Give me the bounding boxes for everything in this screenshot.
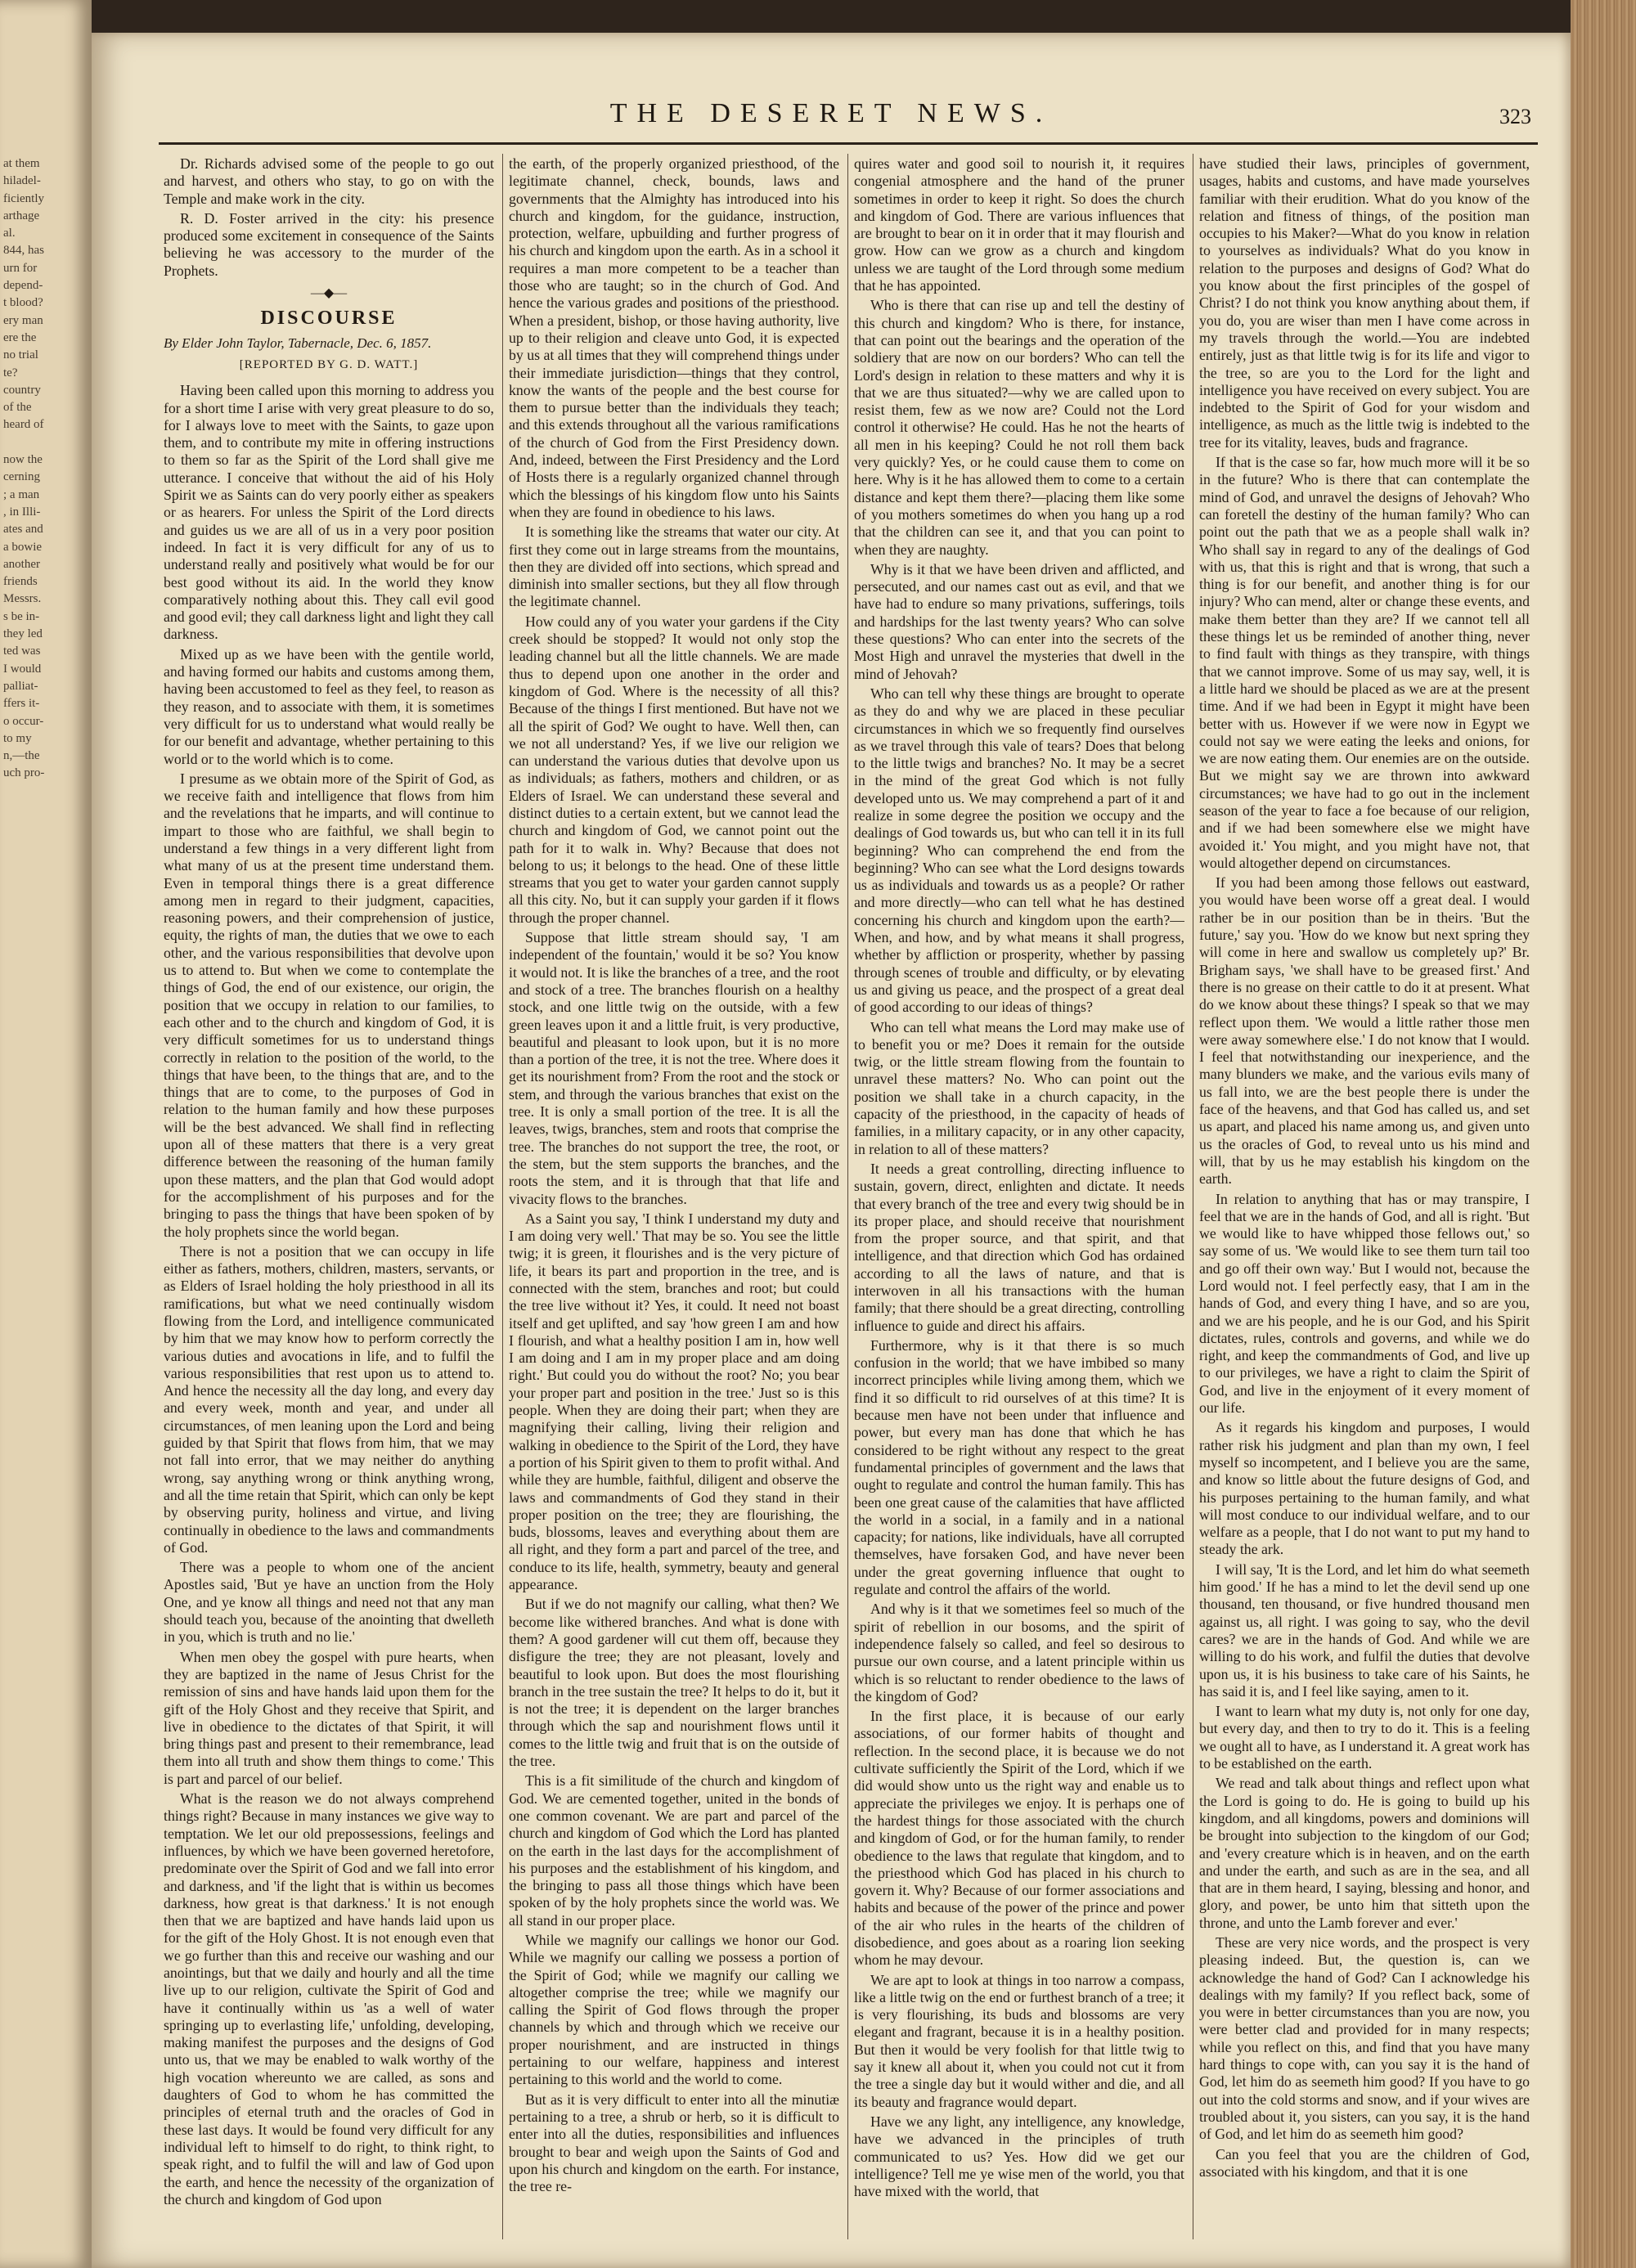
paragraph: Suppose that little stream should say, 'I am independent of the fountain,' would it be so? You know it would not. It is like the branches of a tree, and the root and stock of a tree. The branches flourish on a healthy stock, and one little twig on the outside, with a few green leaves upon it and a little fruit, is very productive, beautiful and pleasant to look upon, but it is no more than a portion of the tree, it is not the tree. Where does it get its nourishment from? From the root and the stock or stem, and through the various branches that exist on the tree. It is only a small portion of the tree. It is all the leaves, twigs, branches, stem and roots that comprise the tree. The branches do not support the tree, the root, or the stem, but the stem supports the branches, and the roots the stem, and it is through that that life and vivacity flows to the branches.: [509, 929, 839, 1207]
column-2: [509, 155, 839, 2249]
background-top: [92, 0, 1571, 33]
column-3: [854, 155, 1184, 2249]
paragraph: Who is there that can rise up and tell the destiny of this church and kingdom? Who is there, for instance, that can point out the bearings and the operation of the soldiery that are now on our borders? Who can tell the Lord's design in relation to these matters and why it is that we are thus situated?—why we are called upon to resist them, few as we now are? Could not the Lord control it otherwise? He could. Has he not the hearts of all men in his keeping? Could he not roll them back very quickly? Yes, or he could cause them to come on here. Why is it he has allowed them to come to a certain distance and kept them there?—placing them like some of you mothers sometimes do when you hang up a rod that the children can see it, and that you can point to when they are naughty.: [854, 297, 1184, 558]
paragraph: the earth, of the properly organized priesthood, of the legitimate channel, check, bounds, laws and governments that the Almighty has introduced into his church and kingdom, for the guidance, instruction, protection, welfare, upbuilding and further progress of his church and kingdom upon the earth. As in a school it requires a man more competent to be a teacher than those who are taught; so in the church of God. And hence the various grades and positions of the priesthood. When a president, bishop, or those having authority, live up to their religion and cleave unto God, it is expected by us at all times that they will comprehend things under their immediate jurisdiction—things that they control, know the wants of the people and the best course for them to pursue better than the individuals they teach; and this extends throughout all the various ramifications of the church of God from the First Presidency down. And, indeed, between the First Presidency and the Lord of Hosts there is a regularly organized channel through which the blessings of his kingdom flow unto his Saints when they are found in obedience to his laws.: [509, 155, 839, 520]
paragraph: have studied their laws, principles of government, usages, habits and customs, and have made yourselves familiar with their erudition. What do you know of the relation and fitness of things, of the position man occupies to his Maker?—What do you know in relation to yourselves as individuals? What do you know in relation to the purposes and designs of God? What do you know about the first principles of the gospel of Christ? I do not think you know anything about them, if you do, you are wiser than men I have come across in my travels through the world.—You are indebted entirely, just as that little twig is for its life and vigor to the tree, so are you to the Lord for the light and intelligence you have received on every subject. You are indebted to the Spirit of God for your wisdom and intelligence, as much as the little twig is indebted to the tree for its vitality, leaves, buds and fragrance.: [1199, 155, 1530, 451]
paragraph: If that is the case so far, how much more will it be so in the future? Who is there that can contemplate the mind of God, and unravel the designs of Jehovah? Who can foretell the destiny of the human family? Who can point out the path that we as a people shall walk in? Who shall say in regard to any of the dealings of God with us, that this is right and that is wrong, that such a thing is for our benefit, and another thing is for our injury? Who can mend, alter or change these events, and make them better than they are? If we cannot tell all these things let us be reminded of another thing, never to find fault with things as they transpire, with things that we cannot improve. Some of us may say, well, it is a little hard we should be placed as we are at the present time. And if we had been in Egypt it might have been better with us. However if we were now in Egypt we could not say we were eating the leeks and onions, for we are now eating them. Our enemies are on the outside. But we might say we are thrown into awkward circumstances; we have had to go out in the inclement season of the year to face a foe because of our religion, and if we had been somewhere else we might have avoided it.' You might, and you might have not, that would altogether depend on circumstances.: [1199, 454, 1530, 871]
paragraph: What is the reason we do not always comprehend things right? Because in many instances we give way to temptation. We let our old prepossessions, feelings and influences, by which we have been governed heretofore, predominate over the Spirit of God and we fall into error and darkness, and 'if the light that is within us becomes darkness, how great is that darkness.' It is not enough then that we are baptized and have hands laid upon us for the gift of the Holy Ghost. It is not enough even that we go further than this and receive our washing and our anointings, but that we daily and hourly and all the time live up to our religion, cultivate the Spirit of God and have it continually within us 'as a well of water springing up to everlasting life,' unfolding, developing, making manifest the purposes and the designs of God unto us, that we may be enabled to walk worthy of the high vocation whereunto we are called, as sons and daughters of God to whom he has committed the principles of eternal truth and the oracles of God in these last days. It would be found very difficult for any individual left to himself to do right, to think right, to speak right, and to fulfil the will and law of God upon the earth, and hence the necessity of the organization of the church and kingdom of God upon: [164, 1790, 494, 2207]
paragraph: While we magnify our callings we honor our God. While we magnify our calling we possess a portion of the Spirit of God; while we magnify our calling we altogether comprise the tree; while we magnify our calling the Spirit of God flows through the proper channels by which and through which we receive our proper nourishment, and are instructed in things pertaining to our welfare, happiness and interest pertaining to this world and the world to come.: [509, 1931, 839, 2088]
column-divider: [502, 154, 503, 2239]
paragraph: If you had been among those fellows out eastward, you would have been worse off a great deal. I would rather be in our position than be in theirs. 'But the future,' say you. 'How do we know but next spring they will come in here and swallow us completely up?' Br. Brigham says, 'we shall have to be greased first.' And there is no grease on their cattle to do it at present. What do we know about these things? I speak so that we may reflect upon them. 'We would a little rather those men were away somewhere else.' I do not know that I would. I feel that notwithstanding our inexperience, and the many blunders we make, and the various evils many of us fall into, we are the best people there is under the face of the heavens, and that God has called us, and set us apart, and placed his name among us, and given unto us the oracles of God, to reveal unto us his mind and will, that by us he may establish his kingdom on the earth.: [1199, 874, 1530, 1188]
paragraph: Who can tell what means the Lord may make use of to benefit you or me? Does it remain for the outside twig, or the little stream flowing from the fountain to unravel these matters? No. Who can point out the position we shall take in a church capacity, in the capacity of the priesthood, in the capacity of heads of families, in a military capacity, or in any other capacity, in relation to all of these matters?: [854, 1018, 1184, 1157]
paragraph: These are very nice words, and the prospect is very pleasing indeed. But, the question is, can we acknowledge the hand of God? Can I acknowledge his dealings with my family? If you reflect back, some of you were in better circumstances than you are now, you were better clad and provided for in many respects; while you reflect on this, and find that you have many hard things to cope with, can you say it is the hand of God, let him do as seemeth him good? If you have to go out into the cold storms and snow, and if your wives are troubled about it, you sisters, can you say, it is the hand of God, and let him do as seemeth him good?: [1199, 1933, 1530, 2143]
paragraph: Having been called upon this morning to address you for a short time I arise with very great pleasure to do so, for I always love to meet with the Saints, to gaze upon them, and to contribute my mite in offering instructions to them so far as the Spirit of the Lord shall give me utterance. I conceive that without the aid of his Holy Spirit we as Saints can do very poorly either as speakers or as hearers. For unless the Spirit of the Lord directs and guides us we are all of us in a very poor position indeed. In fact it is very difficult for any of us to understand really and positively what would be for our best good without its aid. In the world they know comparatively nothing about this. They call evil good and good evil; they call darkness light and light they call darkness.: [164, 382, 494, 643]
paragraph: Furthermore, why is it that there is so much confusion in the world; that we have imbibed so many incorrect principles while living among them, which we find it so difficult to rid ourselves of at this time? It is because men have not been under that influence and power, but every man has done that which he has considered to be right without any respect to the great fundamental principles of government and the laws that ought to regulate and control the human family. This has been one great cause of the calamities that have afflicted the world in a social, in a family and in a national capacity; for nations, like individuals, have all corrupted themselves, have forsaken God, and have never been under the great governing influence that ought to regulate and control the affairs of the world.: [854, 1336, 1184, 1598]
paragraph: In the first place, it is because of our early associations, of our former habits of thought and reflection. In the second place, it is because we do not cultivate sufficiently the Spirit of the Lord, which if we did would show unto us the right way and enable us to appreciate the privileges we enjoy. It is perhaps one of the hardest things for those associated with the church and kingdom of God, or for the human family, to render obedience to the laws that regulate that kingdom, and to the priesthood which God has placed in his church to govern it. Why? Because of our former associations and habits and because of the power of the prince and power of the air who rules in the hearts of the children of disobedience, and goes about as a roaring lion seeking whom he may devour.: [854, 1708, 1184, 1969]
paragraph: It is something like the streams that water our city. At first they come out in large streams from the mountains, then they are divided off into sections, which spread and diminish into smaller sections, but they all flow through the legitimate channel.: [509, 523, 839, 610]
paragraph: R. D. Foster arrived in the city: his presence produced some excitement in consequence of the Saints believing he was accessory to the murder of the Prophets.: [164, 209, 494, 279]
column-1: [164, 155, 494, 2249]
paragraph: How could any of you water your gardens if the City creek should be stopped? It would not only stop the leading channel but all the little channels. We are made thus to depend upon one another in the order and kingdom of God. Where is the necessity of all this? Because of the things I first mentioned. But have not we all the spirit of God? We ought to have. Well then, can we not all understand? Yes, if we live our religion we can understand the various duties that devolve upon us as individuals; as fathers, mothers and children, or as Elders of Israel. We can understand these several and distinct duties to a certain extent, but we cannot lead the church and kingdom of God, we cannot point out the path for it to walk in. Why? Because that does not belong to us; it belongs to the head. One of these little streams that you get to water your garden cannot supply all this city. No, but it can supply your garden if it flows through the proper channel.: [509, 613, 839, 926]
paragraph: Mixed up as we have been with the gentile world, and having formed our habits and customs among them, having been accustomed to feel as they feel, to reason as they reason, and to associate with them, it is sometimes very difficult for us to understand what would really be for our benefit and advantage, whether pertaining to this world or to the world which is to come.: [164, 645, 494, 767]
paragraph: As it regards his kingdom and purposes, I would rather risk his judgment and plan than my own, I feel myself so incompetent, and I believe you are the same, and know so little about the future designs of God, and his purposes pertaining to the human family, and what will most conduce to our individual welfare, and to our welfare as a people, that I do not want to put my hand to steady the ark.: [1199, 1419, 1530, 1558]
paragraph: But if we do not magnify our calling, what then? We become like withered branches. And what is done with them? A good gardener will cut them off, because they disfigure the tree; they are not pleasant, lovely and beautiful to look upon. But does the most flourishing branch in the tree sustain the tree? It helps to do it, but it is not the tree; it is dependent on the larger branches through which the sap and nourishment flows until it comes to the little twig and fruit that is on the outside of the tree.: [509, 1596, 839, 1770]
paragraph: It needs a great controlling, directing influence to sustain, govern, direct, enlighten and dictate. It needs that every branch of the tree and every twig should be in its proper place, and should receive that nourishment from the proper source, and that spirit, and that intelligence, and that direction which God has ordained according to all the laws of nature, and that is interwoven in all his transactions with the human family; that there should be a great directing, controlling influence to guide and direct his affairs.: [854, 1160, 1184, 1334]
paragraph: I will say, 'It is the Lord, and let him do what seemeth him good.' If he has a mind to let the devil send up one thousand, ten thousand, or five hundred thousand men against us, all right. I was going to say, who the devil cares? we are in the hands of God. And while we are willing to do his work, and fulfil the duties that devolve upon us, it is his business to take care of his Saints, he has said it is, and I feel like saying, amen to it.: [1199, 1561, 1530, 1700]
paragraph: But as it is very difficult to enter into all the minutiæ pertaining to a tree, a shrub or herb, so it is difficult to enter into all the duties, responsibilities and influences brought to bear and weigh upon the Saints of God and upon his church and kingdom on the earth. For instance, the tree re-: [509, 2091, 839, 2195]
ornament-divider: —◆—: [310, 286, 348, 301]
paragraph: Why is it that we have been driven and afflicted, and persecuted, and our names cast out as evil, and that we have had to endure so many privations, sufferings, toils and hardships for the last twenty years? Who can solve these questions? Who can enter into the secrets of the Most High and unravel the mysteries that dwell in the mind of Jehovah?: [854, 560, 1184, 682]
article-title: DISCOURSE: [260, 308, 398, 330]
paragraph: quires water and good soil to nourish it, it requires congenial atmosphere and the hand of the pruner sometimes in order to keep it right. So does the church and kingdom of God. There are various influences that are brought to bear on it in order that it may flourish and grow. How can we grow as a church and kingdom unless we are taught of the Lord through some medium that he has appointed.: [854, 155, 1184, 294]
previous-page-fragment-text: at them hiladel- ficiently arthage al. 844, has urn for depend- t blood? ery man ere the no trial te? country of the heard of now the cerning ; a man , in Illi- ates and a bowie another friends Messrs. s be in- they led ted was I would palliat- ffers it- o occur- to my n,—the uch pro-: [3, 157, 45, 780]
paragraph: Can you feel that you are the children of God, associated with his kingdom, and that it is one: [1199, 2145, 1530, 2180]
paragraph: Dr. Richards advised some of the people to go out and harvest, and others who stay, to go on with the Temple and make work in the city.: [164, 155, 494, 207]
paragraph: This is a fit similitude of the church and kingdom of God. We are cemented together, united in the bonds of one common covenant. We are part and parcel of the church and kingdom of God which the Lord has planted on the earth in the last days for the accomplishment of his purposes and the establishment of his kingdom, and the bringing to pass all those things which have been spoken of by the holy prophets since the world was. We all stand in our proper place.: [509, 1772, 839, 1929]
paragraph: As a Saint you say, 'I think I understand my duty and I am doing very well.' That may be so. You see the little twig; it is green, it flourishes and is the very picture of life, it bears its part and proportion in the tree, and is connected with the stem, branches and root; but could the tree live without it? Yes, it could. It need not boast itself and get uplifted, and say 'how green I am and how I flourish, and what a healthy position I am in, how well I am doing and I am in my proper place and am doing right.' But could you do without the root? No; you bear your proper part and position in the tree.' Just so is this people. When they are doing their part; when they are magnifying their calling, living their religion and walking in obedience to the Spirit of the Lord, they have a portion of his Spirit given to them to profit withal. And while they are humble, faithful, diligent and observe the laws and commandments of God they stand in their proper position on the tree; they are flourishing, the buds, blossoms, leaves and everything about them are all right, and they form a part and parcel of the tree, and conduce to its life, health, symmetry, beauty and general appearance.: [509, 1210, 839, 1593]
paragraph: I want to learn what my duty is, not only for one day, but every day, and then to try to do it. This is a feeling we ought all to have, as I understand it. A great work has to be established on the earth.: [1199, 1703, 1530, 1772]
paragraph: In relation to anything that has or may transpire, I feel that we are in the hands of God, and all is right. 'But we would like to have whipped those fellows out,' so say some of us. 'We would like to see them turn tail too and go off their own way.' But I would not, because the Lord would not. I feel perfectly easy, that I am in the hands of God, and every thing I have, and so are you, and we are his people, and he is our God, and his Spirit dictates, rules, controls and governs, and while we do right, and keep the commandments of God, and live up to our privileges, we have a right to claim the Spirit of God, and live in the enjoyment of it every moment of our life.: [1199, 1190, 1530, 1417]
previous-page-edge: [0, 0, 92, 2268]
column-4: [1199, 155, 1530, 2249]
paragraph: We are apt to look at things in too narrow a compass, like a little twig on the end or furthest branch of a tree; it is very flourishing, its buds and blossoms are very elegant and fragrant, because it is in a healthy position. But then it would be very foolish for that little twig to say it knew all about it, when you could not cut it from the tree a single day but it would wither and die, and all its beauty and fragrance would depart.: [854, 1971, 1184, 2110]
paragraph: We read and talk about things and reflect upon what the Lord is going to do. He is going to build up his kingdom, and all kingdoms, powers and dominions will be brought into subjection to the kingdom of our God; and 'every creature which is in heaven, and on the earth and under the earth, and such as are in the sea, and all that are in them heard, I saying, blessing and honor, and glory, and power, be unto him that sitteth upon the throne, and unto the Lamb forever and ever.': [1199, 1775, 1530, 1931]
column-divider: [847, 154, 848, 2239]
newspaper-page: [92, 33, 1571, 2268]
paragraph: Who can tell why these things are brought to operate as they do and why we are placed in these peculiar circumstances in which we so frequently find ourselves as we travel through this vale of tears? Does that belong to the little twigs and branches? No. It may be a secret in the mind of the great God which is not fully developed unto us. We may comprehend a part of it and realize in some degree the position we occupy and the dealings of God towards us, but who can tell it in its full beginning? Who can comprehend the end from the beginning? Who can see what the Lord designs towards us as individuals and towards us as a people? Or rather and more directly—who can tell what he has destined concerning his church and kingdom upon the earth?—When, and how, and by what means it shall progress, whether by affliction or prosperity, whether by passing through scenes of trouble and difficulty, or by elevating us and giving us peace, and the prospect of a great deal of good according to our ideas of things?: [854, 685, 1184, 1016]
paragraph: There was a people to whom one of the ancient Apostles said, 'But ye have an unction from the Holy One, and ye know all things and need not that any man should teach you, because of the anointing that dwelleth in you, which is truth and no lie.': [164, 1559, 494, 1646]
masthead-title: THE DESERET NEWS.: [609, 98, 1053, 128]
paragraph: There is not a position that we can occupy in life either as fathers, mothers, children, masters, servants, or as Elders of Israel holding the holy priesthood in all its ramifications, but what we need continually wisdom flowing from the Lord, and intelligence communicated by him that we may know how to perform correctly the various duties and avocations in life, and to fulfil the various responsibilities that rest upon us to attend to. And hence the necessity all the day long, and every day and every week, month and year, and under all circumstances, of men leaning upon the Lord and being guided by that Spirit that flows from him, that we may not fall into error, that we may neither do anything wrong, say anything wrong or think anything wrong, and all the time retain that Spirit, which can only be kept by observing purity, holiness and virtue, and living continually in obedience to the laws and commandments of God.: [164, 1242, 494, 1556]
reporter-credit: [REPORTED BY G. D. WATT.]: [239, 357, 419, 371]
header-rule: [159, 142, 1538, 145]
paragraph: I presume as we obtain more of the Spirit of God, as we receive faith and intelligence that flows from him and the revelations that he imparts, and will continue to impart to those who are faithful, we shall begin to understand a few things in a very different light from what many of us at the present time understand them. Even in temporal things there is a great difference among men in regard to their judgment, capacities, reasoning powers, and their comprehension of justice, equity, the rights of man, the duties that we owe to each other, and the various responsibilities that devolve upon us to attend to. But when we come to contemplate the things of God, the end of our existence, our origin, the position that we occupy in relation to our families, to each other and to the church and kingdom of God, it is very difficult sometimes for us to understand things correctly in relation to the position of the world, to the things that have been, to the things that are, and to the things that are to come, to the purposes of God in relation to the human family and how these purposes will be the best advanced. We shall find in reflecting upon all of these matters that there is a very great difference between the reasoning of the human family upon these matters, and the plan that God would adopt for the accomplishment of his purposes and for the bringing to pass the things that have been spoken of by the holy prophets since the world began.: [164, 770, 494, 1240]
book-edge: [1571, 0, 1636, 2268]
paragraph: And why is it that we sometimes feel so much of the spirit of rebellion in our bosoms, and the spirit of independence falsely so called, and feel so desirous to pursue our own course, and a latent principle within us which is so reluctant to render obedience to the laws of the kingdom of God?: [854, 1601, 1184, 1704]
paragraph: When men obey the gospel with pure hearts, when they are baptized in the name of Jesus Christ for the remission of sins and have hands laid upon them for the gift of the Holy Ghost and they receive that Spirit, and live in obedience to the dictates of that Spirit, it will bring things past and present to their remembrance, lead them into all truth and show them things to come.' This is part and parcel of our belief.: [164, 1648, 494, 1787]
article-byline: By Elder John Taylor, Tabernacle, Dec. 6, 1857.: [164, 335, 432, 351]
page-number: 323: [1499, 105, 1531, 128]
paragraph: Have we any light, any intelligence, any knowledge, have we advanced in the principles of truth communicated to us? Yes. How did we get our intelligence? Tell me ye wise men of the world, you that have mixed with the world, that: [854, 2113, 1184, 2200]
